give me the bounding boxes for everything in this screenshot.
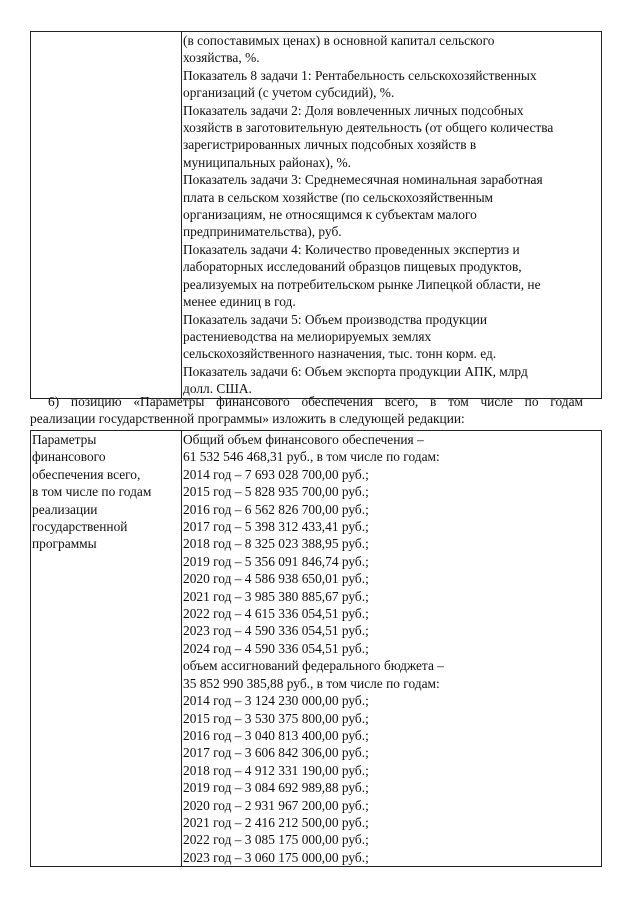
text-line: 2018 год – 8 325 023 388,95 руб.; bbox=[183, 536, 369, 552]
table-row bbox=[31, 431, 602, 867]
label-line: обеспечения всего, bbox=[32, 466, 141, 482]
text-line: 2015 год – 3 530 375 800,00 руб.; bbox=[183, 710, 369, 726]
text-line: Показатель задачи 5: Объем производства продукции bbox=[183, 311, 488, 327]
text-line: 2016 год – 3 040 813 400,00 руб.; bbox=[183, 727, 369, 743]
text-line: 2021 год – 2 416 212 500,00 руб.; bbox=[183, 814, 369, 830]
text-line: 2019 год – 5 356 091 846,74 руб.; bbox=[183, 553, 369, 569]
label-line: реализации bbox=[32, 501, 98, 517]
text-line: Показатель задачи 3: Среднемесячная номинальная заработная bbox=[183, 172, 543, 188]
text-line: 61 532 546 468,31 руб., в том числе по годам: bbox=[183, 449, 440, 465]
table-row bbox=[31, 32, 602, 399]
financing-values-cell bbox=[182, 431, 602, 867]
text-line: 2017 год – 5 398 312 433,41 руб.; bbox=[183, 519, 369, 535]
indicators-cell bbox=[182, 32, 602, 399]
text-line: Общий объем финансового обеспечения – bbox=[183, 432, 424, 447]
text-line: 2023 год – 4 590 336 054,51 руб.; bbox=[183, 623, 369, 639]
text-line: (в сопоставимых ценах) в основной капитал сельского bbox=[183, 33, 495, 48]
text-line: плата в сельском хозяйстве (по сельскохозяйственным bbox=[183, 189, 494, 205]
text-line: Показатель 8 задачи 1: Рентабельность сельскохозяйственных bbox=[183, 67, 537, 83]
text-line: 2023 год – 3 060 175 000,00 руб.; bbox=[183, 849, 369, 865]
paragraph-6-line-2: реализации государственной программы» изложить в следующей редакции: bbox=[30, 411, 465, 426]
text-line: Показатель задачи 4: Количество проведенных экспертиз и bbox=[183, 241, 520, 257]
text-line: 35 852 990 385,88 руб., в том числе по годам: bbox=[183, 675, 440, 691]
label-line: финансового bbox=[32, 449, 106, 465]
paragraph-6-line-1: 6) позицию «Параметры финансового обеспечения всего, в том числе по годам bbox=[48, 394, 583, 409]
text-line: организациям, не относящимся к субъектам малого bbox=[183, 207, 477, 223]
text-line: муниципальных районах), %. bbox=[183, 154, 352, 170]
text-line: хозяйства, %. bbox=[183, 50, 260, 66]
text-line: 2020 год – 4 586 938 650,01 руб.; bbox=[183, 571, 369, 587]
financing-label-cell bbox=[31, 431, 182, 867]
text-line: 2015 год – 5 828 935 700,00 руб.; bbox=[183, 484, 369, 500]
text-line: сельскохозяйственного назначения, тыс. тонн корм. ед. bbox=[183, 346, 497, 362]
text-line: долл. США. bbox=[183, 381, 252, 397]
text-line: 2020 год – 2 931 967 200,00 руб.; bbox=[183, 797, 369, 813]
text-line: менее единиц в год. bbox=[183, 294, 296, 310]
text-line: предпринимательства), руб. bbox=[183, 224, 342, 240]
text-line: Показатель задачи 2: Доля вовлеченных личных подсобных bbox=[183, 102, 524, 118]
text-line: 2018 год – 4 912 331 190,00 руб.; bbox=[183, 762, 369, 778]
label-line: государственной bbox=[32, 519, 128, 535]
label-line: программы bbox=[32, 536, 97, 552]
text-line: хозяйств в заготовительную деятельность (от общего количества bbox=[183, 120, 554, 136]
label-line: Параметры bbox=[32, 432, 97, 447]
indicators-table bbox=[30, 31, 602, 399]
table-cell-left-empty bbox=[31, 32, 182, 399]
text-line: 2017 год – 3 606 842 306,00 руб.; bbox=[183, 745, 369, 761]
text-line: 2024 год – 4 590 336 054,51 руб.; bbox=[183, 640, 369, 656]
text-line: организаций (с учетом субсидий), %. bbox=[183, 85, 395, 101]
text-line: объем ассигнований федерального бюджета – bbox=[183, 658, 444, 674]
text-line: реализуемых на потребительском рынке Липецкой области, не bbox=[183, 276, 541, 292]
financing-table bbox=[30, 430, 602, 867]
label-line: в том числе по годам bbox=[32, 484, 152, 500]
text-line: зарегистрированных личных подсобных хозяйств в bbox=[183, 137, 477, 153]
text-line: 2022 год – 3 085 175 000,00 руб.; bbox=[183, 832, 369, 848]
text-line: 2019 год – 3 084 692 989,88 руб.; bbox=[183, 780, 369, 796]
text-line: растениеводства на мелиорируемых землях bbox=[183, 328, 432, 344]
text-line: 2016 год – 6 562 826 700,00 руб.; bbox=[183, 501, 369, 517]
text-line: 2022 год – 4 615 336 054,51 руб.; bbox=[183, 606, 369, 622]
text-line: 2014 год – 7 693 028 700,00 руб.; bbox=[183, 466, 369, 482]
text-line: 2014 год – 3 124 230 000,00 руб.; bbox=[183, 693, 369, 709]
text-line: Показатель задачи 6: Объем экспорта продукции АПК, млрд bbox=[183, 363, 528, 379]
text-line: 2021 год – 3 985 380 885,67 руб.; bbox=[183, 588, 369, 604]
text-line: лабораторных исследований образцов пищевых продуктов, bbox=[183, 259, 522, 275]
